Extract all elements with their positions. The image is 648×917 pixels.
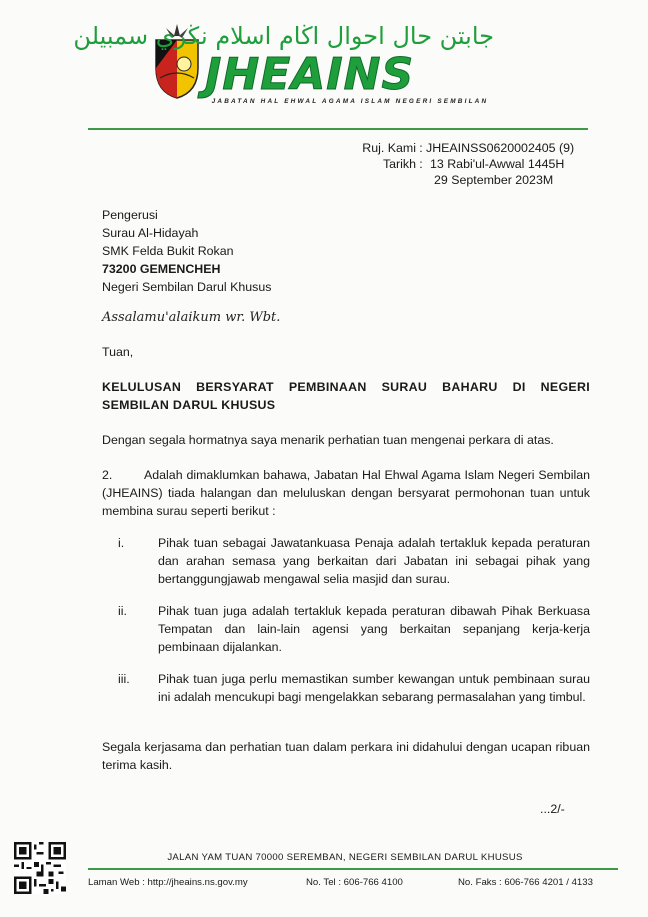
recipient-postcode: 73200 GEMENCHEH (102, 262, 221, 276)
ruj-value: JHEAINSS0620002405 (9) (426, 141, 575, 155)
footer-fax: No. Faks : 606-766 4201 / 4133 (458, 877, 593, 888)
tarikh-label: Tarikh (382, 157, 416, 171)
header-divider (88, 128, 588, 130)
paragraph-number: 2. (102, 468, 113, 482)
paragraph-2 (102, 466, 590, 520)
jheains-logo-text: JHEAINS (205, 49, 415, 100)
closing-paragraph: Segala kerjasama dan perhatian tuan dalam perkara ini didahului dengan ucapan ribuan terima kasih. (102, 740, 590, 772)
recipient-line: Pengerusi (102, 208, 158, 222)
letter-subject: KELULUSAN BERSYARAT PEMBINAAN SURAU BAHARU DI NEGERI SEMBILAN DARUL KHUSUS (102, 380, 590, 412)
footer-divider (88, 868, 618, 870)
ruj-label: Ruj. Kami (362, 141, 416, 155)
arabic-department-name: جابتن حال احوال اڬام اسلام نڬري سمبيلن (73, 22, 494, 50)
recipient-line: Surau Al-Hidayah (102, 226, 199, 240)
reference-block: Ruj. Kami : JHEAINSS0620002405 (9) Tarikh : 13 Rabi'ul-Awwal 1445H 29 September 2023M (330, 140, 574, 188)
item-number: i. (118, 536, 125, 550)
item-text: Pihak tuan juga adalah tertakluk kepada peraturan dibawah Pihak Berkuasa Tempatan dan lain-lain agensi yang berkaitan sepanjang kerja-kerja pembinaan dijalankan. (158, 604, 590, 654)
paragraph-text: Adalah dimaklumkan bahawa, Jabatan Hal Ehwal Agama Islam Negeri Sembilan (JHEAINS) tiada halangan dan meluluskan dengan bersyarat permohonan tuan untuk membina surau seperti berikut : (102, 468, 590, 518)
qr-code-icon (14, 842, 66, 894)
greeting: Assalamu'alaikum wr. Wbt. (102, 310, 281, 325)
recipient-line: SMK Felda Bukit Rokan (102, 244, 234, 258)
item-number: ii. (118, 604, 127, 618)
footer-address: JALAN YAM TUAN 70000 SEREMBAN, NEGERI SEMBILAN DARUL KHUSUS (167, 852, 523, 863)
tarikh-hijri: 13 Rabi'ul-Awwal 1445H (430, 157, 565, 171)
footer-website: Laman Web : http://jheains.ns.gov.my (88, 877, 248, 888)
page-continuation: ...2/- (540, 802, 565, 816)
salutation: Tuan, (102, 345, 134, 359)
tarikh-masihi: 29 September 2023M (434, 173, 554, 187)
footer-telephone: No. Tel : 606-766 4100 (306, 877, 403, 888)
item-text: Pihak tuan juga perlu memastikan sumber kewangan untuk pembinaan surau ini adalah mencukupi bagi mengelakkan sebarang permasalahan yang timbul. (158, 672, 590, 704)
recipient-line: Negeri Sembilan Darul Khusus (102, 280, 272, 294)
department-full-name: JABATAN HAL EHWAL AGAMA ISLAM NEGERI SEMBILAN (211, 98, 489, 105)
recipient-address (102, 206, 271, 296)
intro-paragraph: Dengan segala hormatnya saya menarik perhatian tuan mengenai perkara di atas. (102, 433, 554, 447)
item-text: Pihak tuan sebagai Jawatankuasa Penaja adalah tertakluk kepada peraturan dan arahan semasa yang berkaitan dari Jabatan ini sebagai pihak yang bertanggungjawab mengawal selia masjid dan surau. (158, 536, 590, 586)
item-number: iii. (118, 672, 130, 686)
